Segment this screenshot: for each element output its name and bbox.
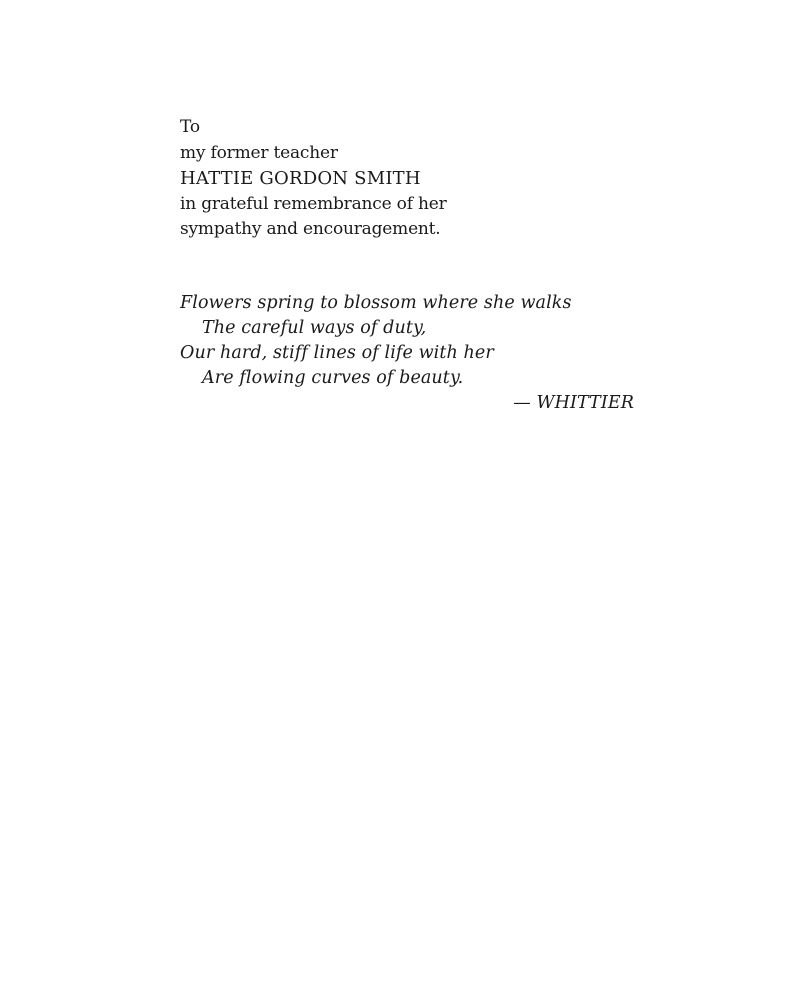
dedication-line-sympathy: sympathy and encouragement. — [180, 219, 441, 239]
dedication-line-remembrance: in grateful remembrance of her — [180, 193, 447, 214]
epigraph-verse-4: Are flowing curves of beauty. — [202, 368, 464, 388]
epigraph-verse-1: Flowers spring to blossom where she walks — [180, 293, 572, 313]
epigraph-attribution: — WHITTIER — [513, 393, 634, 413]
dedication-block — [180, 115, 640, 243]
dedication-line-to: To — [180, 117, 200, 137]
dedication-recipient-name: HATTIE GORDON SMITH — [180, 168, 421, 189]
epigraph-verse-3: Our hard, stiff lines of life with her — [180, 343, 494, 363]
epigraph-poem — [180, 291, 640, 416]
dedication-line-recipient-role: my former teacher — [180, 142, 338, 163]
epigraph-verse-2: The careful ways of duty, — [202, 318, 427, 338]
